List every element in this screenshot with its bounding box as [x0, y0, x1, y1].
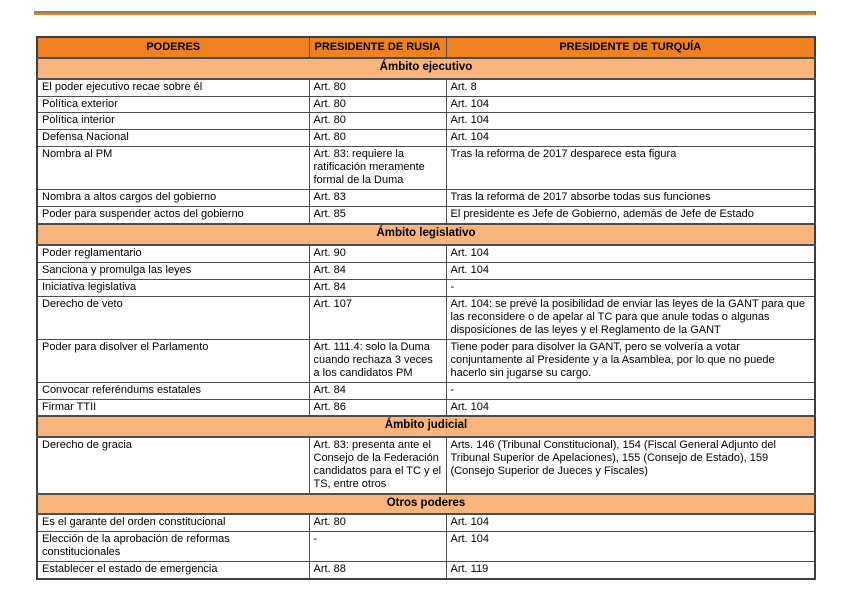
table-row: [37, 262, 815, 279]
cell-turquia: Art. 104: [446, 96, 815, 113]
cell-rusia: Art. 80: [309, 113, 446, 130]
cell-rusia: Art. 90: [309, 245, 446, 262]
cell-poder: Política interior: [37, 113, 309, 130]
cell-rusia: Art. 80: [309, 96, 446, 113]
header-row: [37, 37, 815, 58]
cell-rusia: Art. 83: presenta ante el Consejo de la Federación candidatos para el TC y el TS, entre otros: [309, 437, 446, 494]
cell-poder: Convocar referéndums estatales: [37, 382, 309, 399]
table-row: [37, 562, 815, 579]
cell-poder: Poder reglamentario: [37, 245, 309, 262]
section-header: Ámbito judicial: [37, 416, 815, 437]
cell-turquia: Art. 119: [446, 562, 815, 579]
powers-table: [36, 36, 816, 580]
table-row: [37, 279, 815, 296]
section-row: [37, 494, 815, 515]
cell-poder: Iniciativa legislativa: [37, 279, 309, 296]
cell-poder: Poder para disolver el Parlamento: [37, 339, 309, 382]
cell-poder: Sanciona y promulga las leyes: [37, 262, 309, 279]
table-row: [37, 339, 815, 382]
cell-turquia: Art. 104: [446, 262, 815, 279]
cell-turquia: Art. 104: se prevé la posibilidad de enviar las leyes de la GANT para que las reconsidere o de apelar al TC para que anule todas o algunas disposiciones de las leyes y el Reglamento de la GANT: [446, 296, 815, 339]
cell-turquia: El presidente es Jefe de Gobierno, además de Jefe de Estado: [446, 207, 815, 224]
section-header: Ámbito ejecutivo: [37, 58, 815, 79]
table-row: [37, 382, 815, 399]
table-row: [37, 296, 815, 339]
table-row: [37, 514, 815, 531]
cell-rusia: Art. 80: [309, 79, 446, 96]
cell-rusia: Art. 84: [309, 382, 446, 399]
cell-rusia: Art. 83: [309, 190, 446, 207]
table-row: [37, 96, 815, 113]
cell-turquia: Art. 104: [446, 245, 815, 262]
column-header-turquia: PRESIDENTE DE TURQUÍA: [446, 37, 815, 58]
cell-turquia: Art. 104: [446, 514, 815, 531]
cell-poder: Establecer el estado de emergencia: [37, 562, 309, 579]
section-row: [37, 416, 815, 437]
table-row: [37, 245, 815, 262]
column-header-poderes: PODERES: [37, 37, 309, 58]
table-row: [37, 399, 815, 416]
section-row: [37, 58, 815, 79]
cell-turquia: Tras la reforma de 2017 absorbe todas sus funciones: [446, 190, 815, 207]
cell-poder: Firmar TTII: [37, 399, 309, 416]
cell-poder: Nombra al PM: [37, 147, 309, 190]
cell-rusia: Art. 88: [309, 562, 446, 579]
table-row: [37, 437, 815, 494]
cell-rusia: Art. 85: [309, 207, 446, 224]
cell-rusia: Art. 111.4: solo la Duma cuando rechaza 3 veces a los candidatos PM: [309, 339, 446, 382]
cell-rusia: -: [309, 532, 446, 562]
table-row: [37, 79, 815, 96]
cell-rusia: Art. 84: [309, 279, 446, 296]
table-row: [37, 130, 815, 147]
section-header: Ámbito legislativo: [37, 224, 815, 245]
cell-turquia: Arts. 146 (Tribunal Constitucional), 154 (Fiscal General Adjunto del Tribunal Superior de Apelaciones), 155 (Consejo de Estado), 159 (Consejo Superior de Jueces y Fiscales): [446, 437, 815, 494]
section-header: Otros poderes: [37, 494, 815, 515]
cell-turquia: Tiene poder para disolver la GANT, pero se volvería a votar conjuntamente al Presidente y a la Asamblea, por lo que no puede hacerlo sin jugarse su cargo.: [446, 339, 815, 382]
cell-poder: Es el garante del orden constitucional: [37, 514, 309, 531]
cell-poder: Elección de la aprobación de reformas constitucionales: [37, 532, 309, 562]
cell-rusia: Art. 84: [309, 262, 446, 279]
cell-turquia: Tras la reforma de 2017 desparece esta figura: [446, 147, 815, 190]
cell-rusia: Art. 83: requiere la ratificación meramente formal de la Duma: [309, 147, 446, 190]
cell-poder: Poder para suspender actos del gobierno: [37, 207, 309, 224]
table-row: [37, 113, 815, 130]
cell-turquia: -: [446, 382, 815, 399]
table-body: [37, 58, 815, 579]
cell-turquia: -: [446, 279, 815, 296]
table-row: [37, 207, 815, 224]
cell-turquia: Art. 8: [446, 79, 815, 96]
section-row: [37, 224, 815, 245]
table-container: [36, 36, 816, 580]
cell-rusia: Art. 107: [309, 296, 446, 339]
cell-turquia: Art. 104: [446, 532, 815, 562]
cell-poder: Defensa Nacional: [37, 130, 309, 147]
column-header-rusia: PRESIDENTE DE RUSIA: [309, 37, 446, 58]
cell-poder: Derecho de gracia: [37, 437, 309, 494]
cell-turquia: Art. 104: [446, 113, 815, 130]
cell-poder: Derecho de veto: [37, 296, 309, 339]
cell-turquia: Art. 104: [446, 130, 815, 147]
top-accent-strip: [34, 11, 816, 15]
cell-poder: Nombra a altos cargos del gobierno: [37, 190, 309, 207]
cell-rusia: Art. 86: [309, 399, 446, 416]
cell-turquia: Art. 104: [446, 399, 815, 416]
cell-rusia: Art. 80: [309, 130, 446, 147]
table-row: [37, 190, 815, 207]
cell-poder: Política exterior: [37, 96, 309, 113]
cell-poder: El poder ejecutivo recae sobre él: [37, 79, 309, 96]
table-row: [37, 532, 815, 562]
table-row: [37, 147, 815, 190]
cell-rusia: Art. 80: [309, 514, 446, 531]
